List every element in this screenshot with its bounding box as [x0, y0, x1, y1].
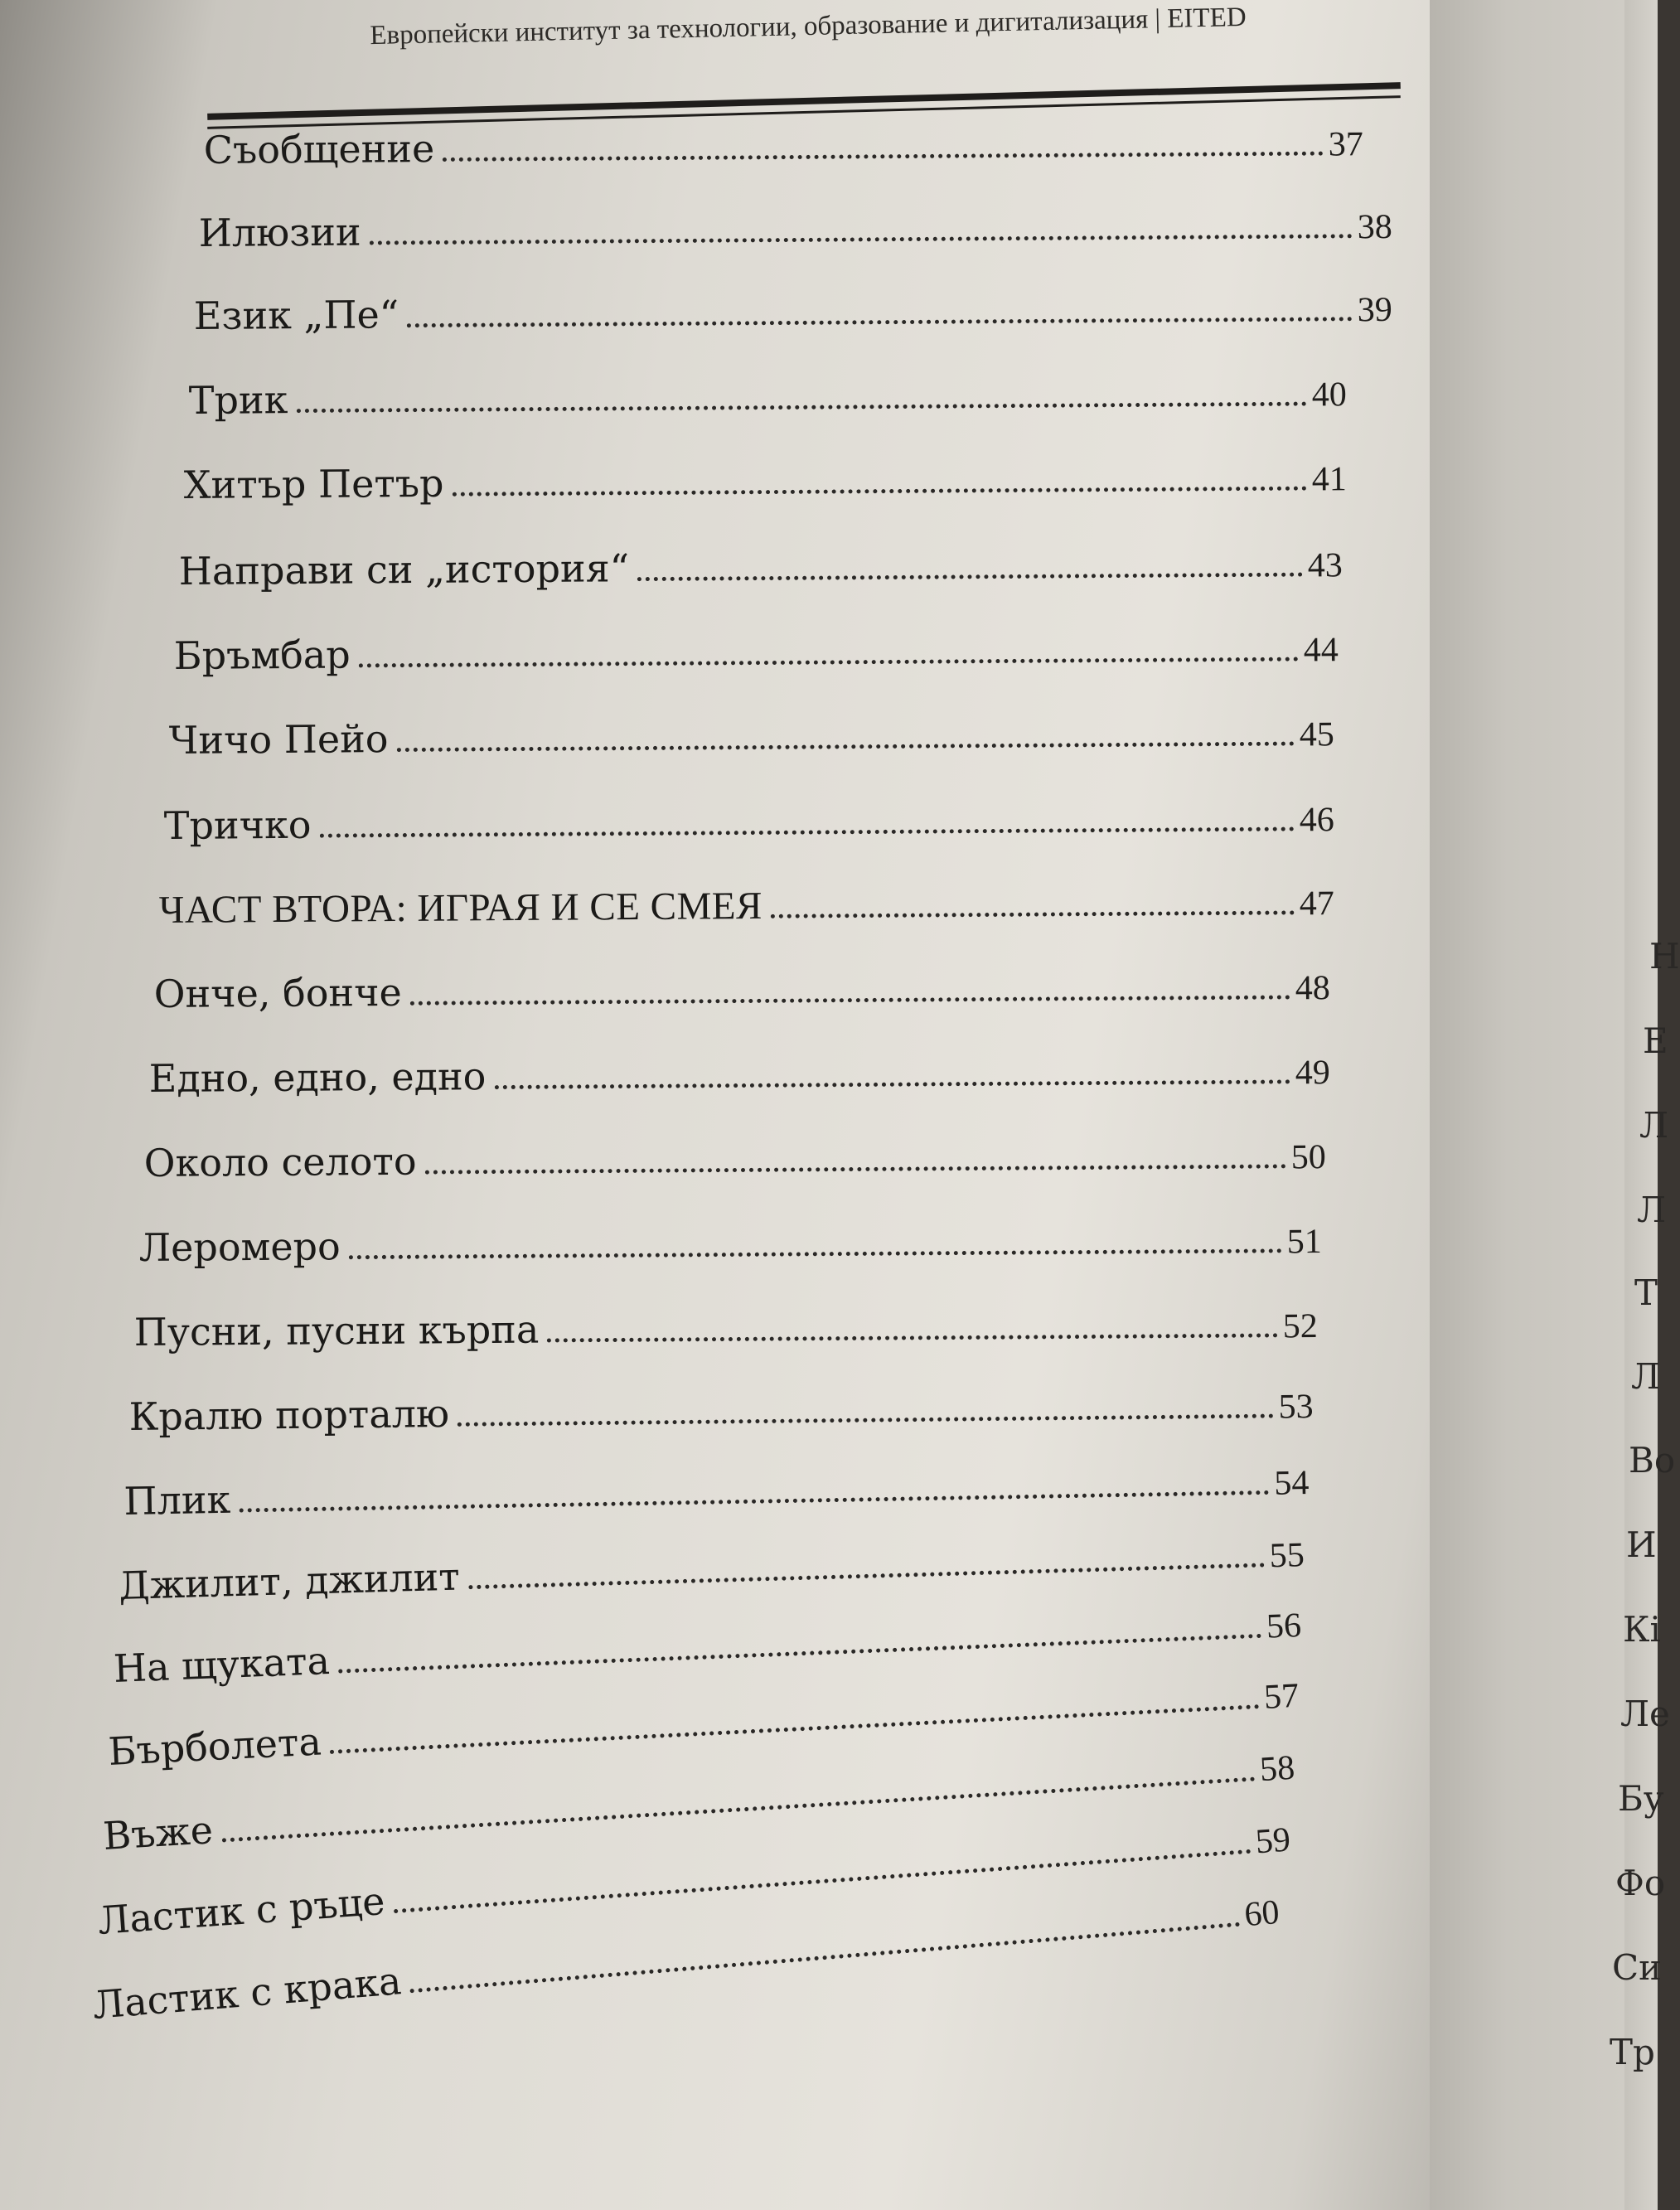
toc-entry [123, 1458, 1310, 1524]
toc-entry-page: 48 [1295, 969, 1330, 1008]
toc-dot-leader [547, 1333, 1278, 1342]
toc-entry-title: Бърболета [107, 1718, 322, 1774]
right-page-fragment: Е [1643, 1020, 1668, 1061]
toc-entry-title: Плик [123, 1476, 231, 1524]
toc-entry [149, 1048, 1330, 1101]
toc-dot-leader [637, 573, 1303, 582]
toc-entry-page: 55 [1269, 1536, 1305, 1576]
toc-entry [164, 795, 1334, 848]
toc-entry [199, 202, 1392, 255]
toc-entry-title: Леромеро [138, 1224, 341, 1270]
right-page-fragment: Т [1634, 1272, 1658, 1313]
toc-entry-title: Кралю порталю [128, 1390, 450, 1439]
toc-entry-title: Илюзии [198, 209, 361, 255]
right-page-fragment: Бу [1618, 1778, 1664, 1819]
toc-entry-title: Трик [188, 377, 288, 423]
toc-entry-page: 41 [1311, 460, 1347, 499]
toc-dot-leader [330, 1704, 1260, 1754]
right-page-fragment: Си [1612, 1947, 1663, 1988]
toc-entry [184, 454, 1347, 507]
right-page-fragment: Л [1631, 1356, 1661, 1397]
toc-entry [204, 119, 1363, 172]
toc-entry [139, 1217, 1322, 1270]
running-header: Европейски институт за технологии, образование и дигитализация | EITED [370, 2, 1247, 51]
toc-entry-title: Тричко [163, 802, 312, 848]
toc-entry-page: 58 [1258, 1748, 1296, 1790]
toc-entry [118, 1530, 1305, 1608]
toc-entry-page: 47 [1299, 884, 1334, 923]
toc-entry-page: 45 [1299, 715, 1334, 754]
toc-entry-title: Бръмбар [173, 632, 351, 678]
right-page-fragment: Фо [1615, 1863, 1666, 1903]
toc-entry-title: Пусни, пусни кърпа [133, 1306, 540, 1355]
toc-entry-title: На щуката [112, 1638, 331, 1691]
toc-dot-leader [320, 826, 1295, 837]
toc-dot-leader [494, 1079, 1290, 1089]
toc-entry-title: Направи си „история“ [178, 545, 630, 594]
toc-entry [154, 963, 1330, 1016]
toc-dot-leader [410, 1922, 1241, 1994]
toc-entry-page: 38 [1357, 207, 1392, 247]
right-page-fragment: Во [1629, 1440, 1676, 1481]
toc-dot-leader [397, 742, 1295, 753]
toc-entry-page: 60 [1242, 1893, 1281, 1935]
right-page-fragment: Л [1637, 1190, 1667, 1230]
right-page-fragment: Кі [1623, 1609, 1661, 1650]
toc-entry-page: 40 [1311, 376, 1347, 414]
toc-entry-title: Едно, едно, едно [148, 1054, 487, 1101]
toc-entry-page: 37 [1328, 125, 1363, 164]
toc-dot-leader [407, 317, 1353, 327]
toc-entry-title: Около селото [143, 1138, 417, 1185]
toc-entry-title: Хитър Петър [183, 460, 444, 507]
toc-entry [189, 370, 1347, 423]
toc-entry-page: 56 [1266, 1606, 1302, 1646]
toc-dot-leader [349, 1248, 1282, 1259]
toc-entry-title: Джилит, джилит [118, 1553, 461, 1608]
toc-dot-leader [468, 1563, 1265, 1589]
toc-entry-page: 59 [1254, 1820, 1292, 1862]
toc-entry [169, 710, 1334, 763]
toc-entry-title: Въже [101, 1807, 215, 1859]
toc-entry [174, 625, 1339, 678]
toc-entry-page: 51 [1286, 1223, 1322, 1262]
toc-entry-page: 39 [1357, 290, 1392, 330]
toc-part-title: ЧАСТ ВТОРА: ИГРАЯ И СЕ СМЕЯ [158, 884, 763, 932]
toc-entry-page: 44 [1303, 631, 1339, 670]
toc-part-heading [159, 880, 1334, 933]
toc-entry [194, 285, 1392, 338]
toc-entry-title: Ластик с крака [90, 1958, 404, 2028]
toc-entry-page: 53 [1278, 1388, 1314, 1427]
toc-entry [179, 540, 1343, 594]
toc-dot-leader [370, 234, 1353, 245]
toc-entry-title: Ластик с ръце [96, 1878, 387, 1943]
toc-dot-leader [338, 1634, 1261, 1674]
right-page-fragment: И [1626, 1524, 1657, 1565]
toc-entry-page: 50 [1290, 1138, 1326, 1177]
toc-entry [128, 1382, 1313, 1439]
toc-entry [144, 1132, 1326, 1185]
toc-dot-leader [239, 1490, 1269, 1513]
toc-dot-leader [296, 402, 1306, 414]
toc-dot-leader [410, 995, 1290, 1005]
toc-entry-title: Език „Пе“ [193, 292, 399, 338]
toc-dot-leader [359, 657, 1299, 668]
toc-entry-page: 43 [1307, 546, 1343, 585]
toc-dot-leader [771, 910, 1295, 918]
right-page-fragment: Л [1639, 1105, 1669, 1146]
toc-entry-page: 54 [1273, 1464, 1310, 1503]
toc-entry-title: Чичо Пейо [168, 716, 389, 763]
toc-entry-page: 57 [1263, 1676, 1300, 1717]
toc-entry-page: 49 [1295, 1054, 1330, 1093]
toc-dot-leader [443, 152, 1324, 162]
right-page-fragment: Н [1649, 936, 1680, 977]
toc-entry [134, 1301, 1318, 1355]
toc-entry-page: 46 [1299, 801, 1334, 840]
toc-dot-leader [453, 487, 1307, 497]
toc-dot-leader [425, 1164, 1286, 1174]
right-page-fragment: Тр [1610, 2032, 1655, 2072]
toc-entry-page: 52 [1282, 1307, 1318, 1346]
toc-entry [113, 1601, 1302, 1691]
right-page-fragment: Ле [1620, 1694, 1670, 1734]
toc-entry-title: Съобщение [203, 126, 435, 172]
toc-dot-leader [458, 1414, 1274, 1427]
toc-entry-title: Онче, бонче [153, 969, 402, 1016]
